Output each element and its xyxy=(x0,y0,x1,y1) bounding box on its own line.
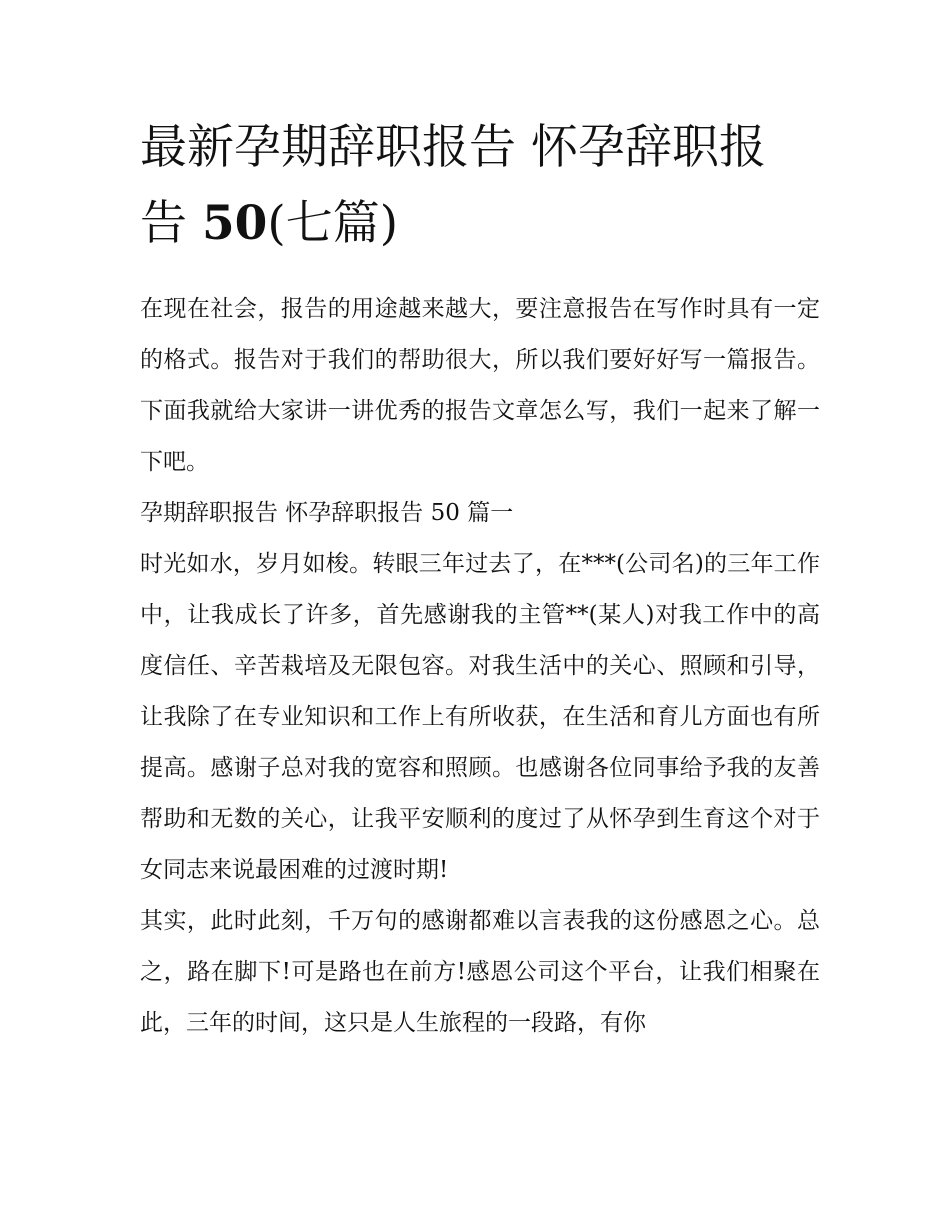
title-suffix: (七篇) xyxy=(267,196,399,251)
body-paragraph-2: 其实，此时此刻，千万句的感谢都难以言表我的这份感恩之心。总之，路在脚下!可是路也在前方!感恩公司这个平台，让我们相聚在此，三年的时间，这只是人生旅程的一段路，有你 xyxy=(140,908,820,1036)
title-continuation: 告 50(七篇) xyxy=(140,196,399,251)
body-paragraph-1: 时光如水，岁月如梭。转眼三年过去了，在***(公司名)的三年工作中，让我成长了许多，首先感谢我的主管**(某人)对我工作中的高度信任、辛苦栽培及无限包容。对我生活中的关心、照顾和引导，让我除了在专业知识和工作上有所收获，在生活和育儿方面也有所提高。感谢子总对我的宽容和照顾。也感谢各位同事给予我的友善帮助和无数的关心，让我平安顺利的度过了从怀孕到生育这个对于女同志来说最困难的过渡时期! xyxy=(140,551,820,883)
intro-paragraph: 在现在社会，报告的用途越来越大，要注意报告在写作时具有一定的格式。报告对于我们的帮助很大，所以我们要好好写一篇报告。下面我就给大家讲一讲优秀的报告文章怎么写，我们一起来了解一下吧。 xyxy=(140,296,820,475)
section-heading: 孕期辞职报告 怀孕辞职报告 50 篇一 xyxy=(140,500,514,526)
document-body xyxy=(140,110,820,1049)
title-text: 最新孕期辞职报告 怀孕辞职报 xyxy=(140,120,766,175)
document-title xyxy=(140,110,820,262)
title-number: 50 xyxy=(201,196,268,251)
